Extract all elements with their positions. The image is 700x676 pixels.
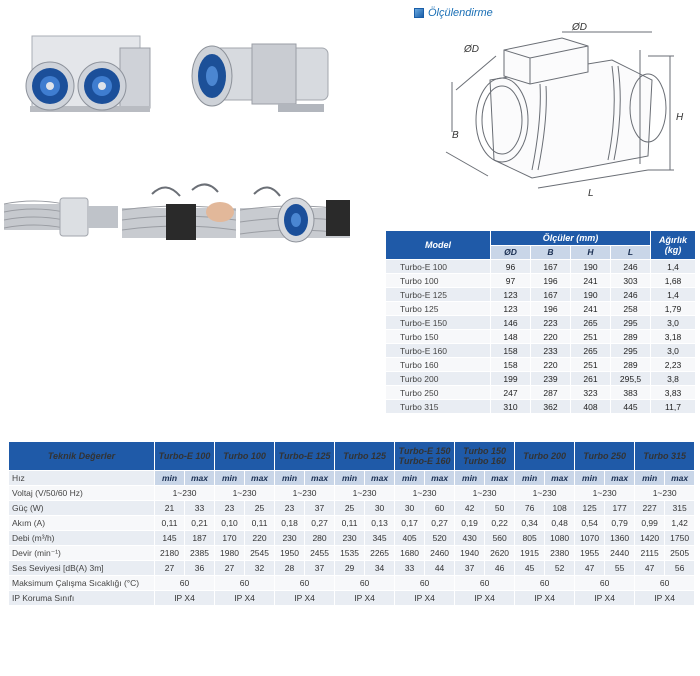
dim-table-row <box>386 288 696 302</box>
tech-table-row <box>9 576 695 591</box>
tech-value-cell: 60 <box>155 576 215 591</box>
tech-value-cell: 23 <box>275 501 305 516</box>
dim-value-cell: 251 <box>571 358 611 372</box>
tech-value-cell: 0,48 <box>545 516 575 531</box>
dim-header-weight: Ağırlık (kg) <box>651 231 696 260</box>
dim-table-row <box>386 344 696 358</box>
tech-table-row <box>9 531 695 546</box>
speed-min-label: min <box>515 471 545 486</box>
speed-min-label: min <box>575 471 605 486</box>
tech-row-label: Güç (W) <box>9 501 155 516</box>
tech-value-cell: 520 <box>425 531 455 546</box>
tech-value-cell: 315 <box>665 501 695 516</box>
tech-value-cell: 33 <box>185 501 215 516</box>
tech-value-cell: 60 <box>395 576 455 591</box>
tech-value-cell: 1~230 <box>395 486 455 501</box>
tech-value-cell: 46 <box>485 561 515 576</box>
tech-value-cell: 45 <box>515 561 545 576</box>
tech-value-cell: IP X4 <box>215 591 275 606</box>
dim-value-cell: 158 <box>491 344 531 358</box>
dim-value-cell: 1,4 <box>651 260 696 274</box>
tech-value-cell: 0,27 <box>305 516 335 531</box>
dim-value-cell: 1,68 <box>651 274 696 288</box>
tech-header-model: Turbo-E 100 <box>155 442 215 471</box>
dim-value-cell: 445 <box>611 400 651 414</box>
tech-value-cell: 60 <box>455 576 515 591</box>
tech-value-cell: 227 <box>635 501 665 516</box>
tech-value-cell: 25 <box>335 501 365 516</box>
dim-table-row <box>386 302 696 316</box>
dim-value-cell: 295 <box>611 344 651 358</box>
speed-min-label: min <box>335 471 365 486</box>
tech-value-cell: 27 <box>155 561 185 576</box>
tech-value-cell: 32 <box>245 561 275 576</box>
tech-value-cell: 145 <box>155 531 185 546</box>
tech-value-cell: 21 <box>155 501 185 516</box>
tech-value-cell: 1~230 <box>275 486 335 501</box>
dim-model-cell: Turbo-E 125 <box>386 288 491 302</box>
tech-value-cell: 60 <box>575 576 635 591</box>
tech-value-cell: IP X4 <box>275 591 335 606</box>
dim-value-cell: 148 <box>491 330 531 344</box>
tech-value-cell: 0,54 <box>575 516 605 531</box>
speed-max-label: max <box>245 471 275 486</box>
dim-table-row <box>386 400 696 414</box>
tech-row-label: Akım (A) <box>9 516 155 531</box>
dim-value-cell: 190 <box>571 260 611 274</box>
dim-value-cell: 362 <box>531 400 571 414</box>
technical-table <box>8 441 695 606</box>
dim-header-group: Ölçüler (mm) <box>491 231 651 246</box>
dim-value-cell: 3,8 <box>651 372 696 386</box>
dim-model-cell: Turbo-E 100 <box>386 260 491 274</box>
tech-value-cell: 345 <box>365 531 395 546</box>
dim-model-cell: Turbo 315 <box>386 400 491 414</box>
tech-header-model: Turbo 200 <box>515 442 575 471</box>
dim-value-cell: 123 <box>491 302 531 316</box>
dim-value-cell: 247 <box>491 386 531 400</box>
tech-value-cell: IP X4 <box>395 591 455 606</box>
speed-max-label: max <box>425 471 455 486</box>
tech-value-cell: IP X4 <box>575 591 635 606</box>
dim-value-cell: 383 <box>611 386 651 400</box>
speed-max-label: max <box>305 471 335 486</box>
tech-value-cell: 60 <box>335 576 395 591</box>
photo-twin-fan <box>10 30 158 126</box>
tech-value-cell: 1980 <box>215 546 245 561</box>
tech-value-cell: 0,13 <box>365 516 395 531</box>
dim-value-cell: 146 <box>491 316 531 330</box>
tech-value-cell: 25 <box>245 501 275 516</box>
tech-table-row <box>9 561 695 576</box>
tech-value-cell: 2455 <box>305 546 335 561</box>
dim-header-model: Model <box>386 231 491 260</box>
photo-install-step-2 <box>122 180 236 252</box>
tech-value-cell: 1~230 <box>575 486 635 501</box>
tech-value-cell: 0,17 <box>395 516 425 531</box>
dimension-title-text: Ölçülendirme <box>428 7 493 19</box>
tech-value-cell: 0,19 <box>455 516 485 531</box>
tech-value-cell: 60 <box>425 501 455 516</box>
tech-value-cell: 1940 <box>455 546 485 561</box>
dim-table-row <box>386 372 696 386</box>
label-l: L <box>588 188 594 199</box>
tech-value-cell: 0,99 <box>635 516 665 531</box>
tech-row-label: Ses Seviyesi [dB(A) 3m] <box>9 561 155 576</box>
tech-row-label: Voltaj (V/50/60 Hz) <box>9 486 155 501</box>
tech-value-cell: 1~230 <box>155 486 215 501</box>
dim-value-cell: 261 <box>571 372 611 386</box>
dim-value-cell: 199 <box>491 372 531 386</box>
dim-value-cell: 251 <box>571 330 611 344</box>
dim-value-cell: 289 <box>611 358 651 372</box>
tech-value-cell: 560 <box>485 531 515 546</box>
dim-subheader-od: ØD <box>491 245 531 260</box>
speed-max-label: max <box>545 471 575 486</box>
tech-value-cell: 0,11 <box>335 516 365 531</box>
tech-row-label: Maksimum Çalışma Sıcaklığı (°C) <box>9 576 155 591</box>
dim-value-cell: 408 <box>571 400 611 414</box>
tech-value-cell: 2460 <box>425 546 455 561</box>
speed-min-label: min <box>395 471 425 486</box>
tech-value-cell: 29 <box>335 561 365 576</box>
tech-table-row <box>9 501 695 516</box>
tech-value-cell: 0,10 <box>215 516 245 531</box>
dim-model-cell: Turbo 150 <box>386 330 491 344</box>
dim-model-cell: Turbo-E 150 <box>386 316 491 330</box>
dim-value-cell: 196 <box>531 302 571 316</box>
tech-value-cell: IP X4 <box>335 591 395 606</box>
tech-value-cell: 34 <box>365 561 395 576</box>
tech-value-cell: 33 <box>395 561 425 576</box>
speed-max-label: max <box>665 471 695 486</box>
dimension-drawing <box>412 20 692 202</box>
tech-value-cell: 2115 <box>635 546 665 561</box>
tech-value-cell: 1535 <box>335 546 365 561</box>
tech-value-cell: 2545 <box>245 546 275 561</box>
dim-value-cell: 196 <box>531 274 571 288</box>
dim-value-cell: 3,0 <box>651 316 696 330</box>
tech-value-cell: 108 <box>545 501 575 516</box>
tech-table-row <box>9 546 695 561</box>
tech-value-cell: 27 <box>215 561 245 576</box>
tech-value-cell: 1070 <box>575 531 605 546</box>
tech-value-cell: 76 <box>515 501 545 516</box>
tech-value-cell: 2265 <box>365 546 395 561</box>
tech-value-cell: 2180 <box>155 546 185 561</box>
tech-value-cell: 37 <box>305 561 335 576</box>
tech-value-cell: 1,42 <box>665 516 695 531</box>
tech-value-cell: 1080 <box>545 531 575 546</box>
tech-value-cell: 0,34 <box>515 516 545 531</box>
speed-max-label: max <box>485 471 515 486</box>
dim-value-cell: 11,7 <box>651 400 696 414</box>
tech-value-cell: 60 <box>635 576 695 591</box>
tech-header-model: Turbo 100 <box>215 442 275 471</box>
tech-value-cell: 805 <box>515 531 545 546</box>
dim-value-cell: 241 <box>571 274 611 288</box>
dim-value-cell: 97 <box>491 274 531 288</box>
tech-value-cell: 1915 <box>515 546 545 561</box>
tech-value-cell: 0,22 <box>485 516 515 531</box>
tech-value-cell: 430 <box>455 531 485 546</box>
tech-table-row <box>9 591 695 606</box>
dim-value-cell: 123 <box>491 288 531 302</box>
dim-table-row <box>386 330 696 344</box>
tech-value-cell: 60 <box>515 576 575 591</box>
dim-model-cell: Turbo 100 <box>386 274 491 288</box>
speed-max-label: max <box>365 471 395 486</box>
label-od: ØD <box>464 44 479 55</box>
dim-value-cell: 1,79 <box>651 302 696 316</box>
dimension-title <box>414 7 493 19</box>
bullet-square-icon <box>414 8 424 18</box>
tech-value-cell: 1~230 <box>635 486 695 501</box>
tech-value-cell: 1360 <box>605 531 635 546</box>
tech-value-cell: 0,79 <box>605 516 635 531</box>
dim-value-cell: 241 <box>571 302 611 316</box>
tech-row-label: Devir (min⁻¹) <box>9 546 155 561</box>
dim-value-cell: 158 <box>491 358 531 372</box>
tech-header-model: Turbo 250 <box>575 442 635 471</box>
tech-table-row <box>9 516 695 531</box>
tech-value-cell: 1680 <box>395 546 425 561</box>
tech-value-cell: 1750 <box>665 531 695 546</box>
tech-value-cell: 60 <box>275 576 335 591</box>
tech-value-cell: 28 <box>275 561 305 576</box>
tech-value-cell: 1~230 <box>215 486 275 501</box>
dim-value-cell: 303 <box>611 274 651 288</box>
tech-header-model: Turbo 150 Turbo 160 <box>455 442 515 471</box>
tech-value-cell: 37 <box>305 501 335 516</box>
dim-value-cell: 2,23 <box>651 358 696 372</box>
dim-value-cell: 220 <box>531 330 571 344</box>
tech-header-model: Turbo-E 125 <box>275 442 335 471</box>
dim-value-cell: 3,0 <box>651 344 696 358</box>
speed-min-label: min <box>455 471 485 486</box>
dim-value-cell: 295,5 <box>611 372 651 386</box>
tech-value-cell: 37 <box>455 561 485 576</box>
dim-subheader-b: B <box>531 245 571 260</box>
tech-value-cell: 280 <box>305 531 335 546</box>
photo-install-step-1 <box>4 180 118 250</box>
tech-value-cell: 2620 <box>485 546 515 561</box>
tech-value-cell: 30 <box>395 501 425 516</box>
dim-model-cell: Turbo 160 <box>386 358 491 372</box>
tech-value-cell: 1~230 <box>335 486 395 501</box>
dim-value-cell: 220 <box>531 358 571 372</box>
photo-inline-fan <box>182 34 342 118</box>
tech-row-label: Hız <box>9 471 155 486</box>
label-h: H <box>676 112 684 123</box>
tech-value-cell: 0,18 <box>275 516 305 531</box>
tech-value-cell: 1955 <box>575 546 605 561</box>
dim-subheader-h: H <box>571 245 611 260</box>
tech-value-cell: 170 <box>215 531 245 546</box>
dim-table-row <box>386 386 696 400</box>
tech-value-cell: 50 <box>485 501 515 516</box>
dim-model-cell: Turbo 250 <box>386 386 491 400</box>
tech-value-cell: 0,11 <box>245 516 275 531</box>
tech-value-cell: 230 <box>275 531 305 546</box>
tech-value-cell: 1~230 <box>515 486 575 501</box>
speed-max-label: max <box>605 471 635 486</box>
dim-value-cell: 265 <box>571 344 611 358</box>
dim-value-cell: 310 <box>491 400 531 414</box>
speed-min-label: min <box>275 471 305 486</box>
tech-header-model: Turbo 315 <box>635 442 695 471</box>
speed-min-label: min <box>155 471 185 486</box>
tech-value-cell: 125 <box>575 501 605 516</box>
dim-value-cell: 96 <box>491 260 531 274</box>
dim-value-cell: 190 <box>571 288 611 302</box>
tech-value-cell: 187 <box>185 531 215 546</box>
tech-value-cell: 177 <box>605 501 635 516</box>
tech-value-cell: IP X4 <box>155 591 215 606</box>
label-b: B <box>452 130 459 141</box>
tech-value-cell: 44 <box>425 561 455 576</box>
speed-min-label: min <box>215 471 245 486</box>
dim-model-cell: Turbo-E 160 <box>386 344 491 358</box>
dim-value-cell: 3,83 <box>651 386 696 400</box>
tech-header-model: Turbo 125 <box>335 442 395 471</box>
tech-value-cell: 23 <box>215 501 245 516</box>
dim-value-cell: 1,4 <box>651 288 696 302</box>
tech-value-cell: 2440 <box>605 546 635 561</box>
tech-value-cell: 0,11 <box>155 516 185 531</box>
tech-value-cell: 1950 <box>275 546 305 561</box>
tech-value-cell: 2380 <box>545 546 575 561</box>
tech-value-cell: 36 <box>185 561 215 576</box>
tech-value-cell: 230 <box>335 531 365 546</box>
tech-value-cell: IP X4 <box>515 591 575 606</box>
tech-value-cell: 220 <box>245 531 275 546</box>
tech-value-cell: 60 <box>215 576 275 591</box>
tech-value-cell: 55 <box>605 561 635 576</box>
dim-value-cell: 3,18 <box>651 330 696 344</box>
dim-model-cell: Turbo 200 <box>386 372 491 386</box>
dim-value-cell: 295 <box>611 316 651 330</box>
tech-value-cell: 52 <box>545 561 575 576</box>
dim-value-cell: 246 <box>611 260 651 274</box>
tech-value-cell: 1~230 <box>455 486 515 501</box>
dim-table-row <box>386 358 696 372</box>
tech-value-cell: 2505 <box>665 546 695 561</box>
tech-value-cell: 56 <box>665 561 695 576</box>
dim-subheader-l: L <box>611 245 651 260</box>
label-od-top: ØD <box>572 22 587 33</box>
dim-table-row <box>386 274 696 288</box>
dim-value-cell: 239 <box>531 372 571 386</box>
tech-value-cell: IP X4 <box>635 591 695 606</box>
dim-value-cell: 289 <box>611 330 651 344</box>
dim-value-cell: 265 <box>571 316 611 330</box>
tech-table-row <box>9 471 695 486</box>
dim-value-cell: 223 <box>531 316 571 330</box>
dim-model-cell: Turbo 125 <box>386 302 491 316</box>
dim-table-row <box>386 316 696 330</box>
tech-header-model: Turbo-E 150 Turbo-E 160 <box>395 442 455 471</box>
photo-install-step-3 <box>240 180 350 252</box>
dim-value-cell: 258 <box>611 302 651 316</box>
tech-table-row <box>9 486 695 501</box>
tech-value-cell: 1420 <box>635 531 665 546</box>
dim-value-cell: 167 <box>531 260 571 274</box>
tech-value-cell: 0,27 <box>425 516 455 531</box>
tech-row-label: Debi (m³/h) <box>9 531 155 546</box>
dimensions-table <box>385 230 696 414</box>
tech-header-title: Teknik Değerler <box>9 442 155 471</box>
tech-value-cell: 405 <box>395 531 425 546</box>
tech-value-cell: 42 <box>455 501 485 516</box>
tech-value-cell: IP X4 <box>455 591 515 606</box>
dim-value-cell: 287 <box>531 386 571 400</box>
dim-value-cell: 323 <box>571 386 611 400</box>
dim-value-cell: 233 <box>531 344 571 358</box>
dim-value-cell: 246 <box>611 288 651 302</box>
speed-max-label: max <box>185 471 215 486</box>
speed-min-label: min <box>635 471 665 486</box>
tech-value-cell: 0,21 <box>185 516 215 531</box>
tech-row-label: IP Koruma Sınıfı <box>9 591 155 606</box>
dim-table-row <box>386 260 696 274</box>
dim-value-cell: 167 <box>531 288 571 302</box>
tech-value-cell: 2385 <box>185 546 215 561</box>
tech-value-cell: 30 <box>365 501 395 516</box>
tech-value-cell: 47 <box>575 561 605 576</box>
tech-value-cell: 47 <box>635 561 665 576</box>
